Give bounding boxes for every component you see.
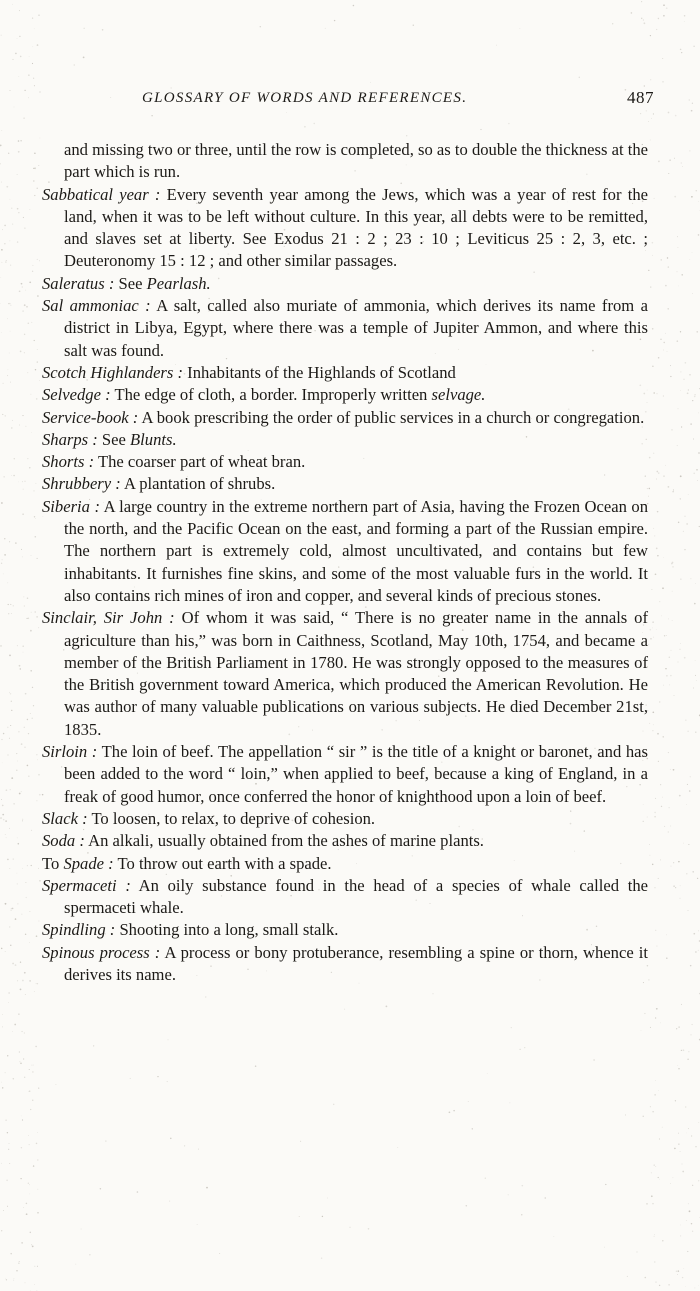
entry-definition: Of whom it was said, “ There is no greater name in the annals of agriculture than his,” was born in Caithness, Scotland, May 10th, 1754, and became a member of the British Parliament in 1780. He was strongly opposed to the measures of the British government toward America, which produced the American Revolution. He was author of many valuable publications on various subjects. He died December 21st, 1835. [64, 608, 648, 739]
glossary-entry [42, 741, 648, 808]
entry-definition: Every seventh year among the Jews, which was a year of rest for the land, when it was to be left without culture. In this year, all debts were to be remitted, and slaves set at liberty. See Exodus 21 : 2 ; 23 : 10 ; Leviticus 25 : 2, 3, etc. ; Deuteronomy 15 : 12 ; and other similar passages. [64, 184, 649, 271]
entry-definition: To loosen, to relax, to deprive of cohesion. [87, 808, 376, 828]
entry-term: Spermaceti : [42, 875, 131, 895]
entry-term: Spade : [63, 853, 114, 873]
glossary-entries [42, 139, 648, 986]
entry-cross-reference: selvage. [431, 385, 486, 405]
entry-definition: and missing two or three, until the row is completed, so as to double the thickness at the part which is run. [64, 140, 648, 182]
entry-term: Sirloin : [42, 742, 98, 762]
page-header [142, 90, 654, 114]
glossary-entry [42, 295, 648, 362]
glossary-entry-continued [42, 139, 648, 184]
entry-definition: The coarser part of wheat bran. [94, 452, 306, 472]
running-title: GLOSSARY OF WORDS AND REFERENCES. [142, 90, 468, 106]
entry-term: Soda : [42, 831, 85, 851]
entry-term: Shrubbery : [42, 474, 121, 494]
entry-definition: See [114, 273, 147, 293]
entry-definition: To throw out earth with a spade. [113, 853, 332, 873]
entry-definition: Inhabitants of the Highlands of Scotland [183, 362, 456, 382]
glossary-entry [42, 607, 648, 741]
entry-term: Saleratus : [42, 273, 115, 293]
entry-definition: An oily substance found in the head of a species of whale called the spermaceti whale. [64, 875, 648, 918]
entry-term: Sal ammoniac : [42, 296, 151, 316]
glossary-entry [42, 429, 648, 451]
entry-definition: See [97, 429, 131, 449]
glossary-entry [42, 273, 648, 295]
entry-term: Sinclair, Sir John : [42, 608, 175, 628]
entry-term: Selvedge : [42, 385, 111, 405]
glossary-entry [42, 362, 648, 384]
entry-term: Sharps : [42, 429, 98, 449]
entry-definition: A process or bony protuberance, resembling a spine or thorn, whence it derives its name. [64, 942, 648, 984]
entry-cross-reference: Pearlash. [146, 273, 211, 293]
glossary-entry [42, 942, 648, 987]
entry-term: Slack : [42, 808, 88, 828]
glossary-entry [42, 451, 648, 473]
entry-term: Spinous process : [42, 942, 161, 962]
entry-definition: A salt, called also muriate of ammonia, which derives its name from a district in Libya, Egypt, where there was a temple of Jupiter Ammon, and where this salt was found. [64, 296, 648, 360]
entry-cross-reference: Blunts. [130, 429, 177, 449]
glossary-entry [42, 407, 648, 429]
glossary-entry [42, 853, 648, 875]
entry-definition: A book prescribing the order of public services in a church or congregation. [138, 407, 645, 427]
entry-definition: Shooting into a long, small stalk. [115, 920, 339, 940]
entry-definition: The edge of cloth, a border. Improperly written [110, 385, 432, 405]
entry-term: Shorts : [42, 452, 95, 472]
entry-definition: A plantation of shrubs. [120, 474, 276, 494]
page-number: 487 [627, 88, 654, 107]
entry-prefix: To [42, 853, 64, 873]
entry-term: Spindling : [42, 920, 116, 940]
glossary-entry [42, 808, 648, 830]
entry-term: Service-book : [42, 407, 139, 427]
entry-definition: The loin of beef. The appellation “ sir ” is the title of a knight or baronet, and has been added to the word “ loin,” when applied to beef, because a king of England, in a freak of good humor, once conferred the honor of knighthood upon a loin of beef. [64, 742, 648, 806]
glossary-entry [42, 875, 648, 920]
glossary-entry [42, 184, 648, 273]
glossary-entry [42, 830, 648, 852]
glossary-entry [42, 919, 648, 941]
glossary-entry [42, 496, 648, 607]
entry-term: Siberia : [42, 496, 100, 516]
entry-definition: A large country in the extreme northern part of Asia, having the Frozen Ocean on the north, and the Pacific Ocean on the east, and forming a part of the Russian empire. The northern part is extremely cold, almost uncultivated, and contains but few inhabitants. It furnishes fine skins, and some of the most valuable furs in the world. It also contains rich mines of iron and copper, and several kinds of precious stones. [64, 496, 649, 605]
entry-definition: An alkali, usually obtained from the ashes of marine plants. [84, 831, 484, 851]
glossary-entry [42, 473, 648, 495]
glossary-entry [42, 384, 648, 406]
entry-term: Sabbatical year : [42, 184, 161, 204]
entry-term: Scotch Highlanders : [42, 362, 184, 382]
